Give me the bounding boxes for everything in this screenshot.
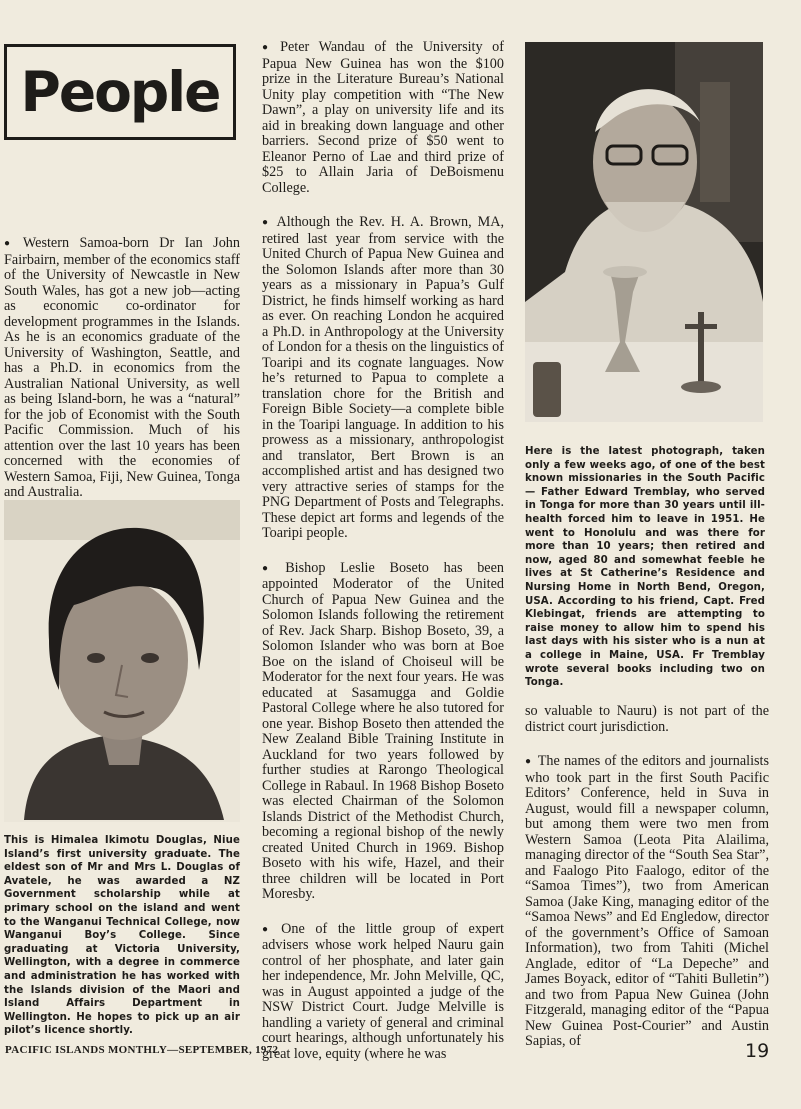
photo-caption-douglas: This is Himalea Ikimotu Douglas, Niue Island’s first university graduate. The eldest son of Mr and Mrs L. Douglas of Avatele, he was awarded a NZ Government scholarship while at primary school on the island and went to the Wanganui Technical College, now Wanganui Boy’s College. Since graduating at Victoria University, Wellington, with a degree in commerce and administration he has worked with the Islands division of the Maori and Island Affairs Department in Wellington. He hopes to pick up an air pilot’s licence shortly.	[4, 835, 240, 1037]
article-editors-conference: ● The names of the editors and journalists who took part in the first South Pacific Editors’ Conference, held in Suva in August, would fill a newspaper column, but among them were two men from Western Samoa (Leota Pita Alailima, managing director of the “South Sea Star”, and Faalogo Pito Faalogo, editor of the “Samoa Times”), two from American Samoa (Jake King, managing editor of the “Samoa News” and Ed Engledow, director of the government’s Office of Samoan Information), two from Tahiti (Michel Anglade, editor of “La Depeche” and James Boyack, editor of “Tahiti Bulletin”) and two from Papua New Guinea (John Fitzgerald, managing editor of the “Papua New Guinea Post-Courier” and Austin Sapias, of	[525, 754, 769, 1050]
column-3-caption	[525, 445, 765, 690]
article-melville-continued: so valuable to Nauru) is not part of the district court jurisdiction.	[525, 703, 769, 735]
column-3	[525, 704, 769, 1069]
article-melville: ● One of the little group of expert advisers whose work helped Nauru gain control of her phosphate, and later gain her independence, Mr. John Melville, QC, was in August appointed a judge of the NSW District Court. Judge Melville is handling a variety of general and criminal court hearings, although unfortunately his great love, equity (where he was	[262, 922, 504, 1063]
portrait-photo-tremblay	[525, 42, 763, 422]
section-title: People	[20, 60, 220, 124]
portrait-illustration	[4, 500, 240, 822]
column-1	[4, 236, 240, 520]
publication-footer: PACIFIC ISLANDS MONTHLY—SEPTEMBER, 1972	[5, 1044, 279, 1056]
article-wandau: ● Peter Wandau of the University of Papua New Guinea has won the $100 prize in the Literature Bureau’s National Unity play competition with “The New Dawn”, a play on university life and its aid in breaking down language and other barriers. Second prize of $50 went to Eleanor Perno of Lae and third prize of $25 to Allain Jaria of DeBoismenu College.	[262, 40, 504, 196]
portrait-photo-douglas	[4, 500, 240, 822]
column-2	[262, 40, 504, 1081]
section-title-box	[4, 44, 236, 140]
article-brown: ● Although the Rev. H. A. Brown, MA, retired last year from service with the United Church of Papua New Guinea and the Solomon Islands after more than 30 years as a missionary in Papua’s Gulf District, he finds himself working as hard as ever. On reaching London he acquired a Ph.D. in Anthropology at the University of London for a thesis on the linguistics of Toaripi and its cognate languages. Now he’s returned to Papua to complete a translation chore for the British and Foreign Bible Society—a complete bible in the Toaripi language. In addition to his prowess as a missionary, anthropologist and translator, Bert Brown is an accomplished artist and has designed two very attractive series of stamps for the PNG Department of Posts and Telegraphs. These depict art forms and legends of the Toaripi people.	[262, 215, 504, 542]
article-fairbairn: ● Western Samoa-born Dr Ian John Fairbairn, member of the economics staff of the University of Newcastle in New South Wales, has got a new job—acting as economic co-ordinator for development programmes in the Islands. As he is an economics graduate of the University of Washington, Seattle, and has a Ph.D. in economics from the Australian National University, as well as being Island-born, he was a “natural” for the job of Economist with the South Pacific Commission. Much of his attention over the last 10 years has been concerned with the economies of Western Samoa, Fiji, New Guinea, Tonga and Australia.	[4, 236, 240, 501]
photo-caption-tremblay: Here is the latest photograph, taken only a few weeks ago, of one of the best known missionaries in the South Pacific — Father Edward Tremblay, who served in Tonga for more than 30 years until ill-health forced him to leave in 1951. He went to Honolulu and was there for more than 10 years; then retired and now, aged 80 and somewhat feeble he lives at St Catherine’s Residence and Nursing Home in North Bend, Oregon, USA. According to his friend, Capt. Fred Klebingat, friends are attempting to raise money to allow him to spend his last days with his sister who is a nun at a college in Maine, USA. Fr Tremblay wrote several books including two on Tonga.	[525, 446, 765, 689]
article-boseto: ● Bishop Leslie Boseto has been appointed Moderator of the United Church of Papua New Guinea and the Solomon Islands following the retirement of Rev. Jack Sharp. Bishop Boseto, 39, a Solomon Islander who was born at Boe Boe on the island of Choiseul will be Moderator for the next four years. He was educated at Sasamugga and Goldie Pastoral College where he also tutored for one year. Bishop Boseto then attended the New Zealand Bible Training Institute in Auckland for two years followed by further studies at Rarongo Theological College in Rabaul. In 1968 Bishop Boseto was elected Chairman of the Solomon Islands District of the Methodist Church, becoming a regional bishop of the newly created United Church in 1969. Bishop Boseto with his wife, Hazel, and their three children will be located in Port Moresby.	[262, 561, 504, 903]
page-number: 19	[745, 1040, 770, 1062]
tremblay-illustration	[525, 42, 763, 422]
column-1-caption	[4, 834, 240, 1038]
